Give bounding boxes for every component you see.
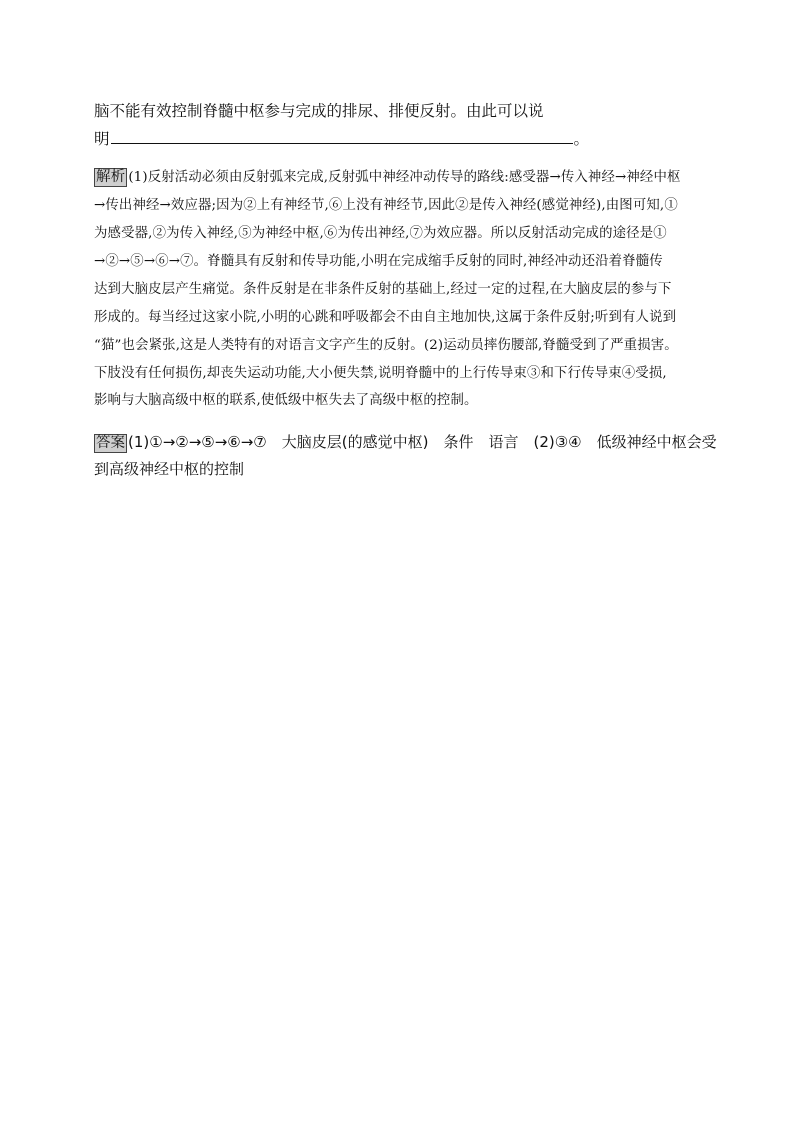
explanation-line-6 xyxy=(94,308,676,328)
explanation-text-8: 下肢没有任何损伤,却丧失运动功能,大小便失禁,说明脊髓中的上行传导束③和下行传导束④受损, xyxy=(94,366,667,381)
explanation-text-9: 影响与大脑高级中枢的联系,使低级中枢失去了高级中枢的控制。 xyxy=(94,393,478,408)
explanation-line-3 xyxy=(94,224,667,244)
explanation-text-6: 形成的。每当经过这家小院,小明的心跳和呼吸都会不由自主地加快,这属于条件反射;听到有人说到 xyxy=(94,310,677,325)
question-line-2 xyxy=(94,129,589,149)
explanation-text-7: “猫”也会紧张,这是人类特有的对语言文字产生的反射。(2)运动员摔伤腰部,脊髓受到了严重损害。 xyxy=(94,338,678,353)
explanation-line-1 xyxy=(94,168,681,188)
answer-text-1: (1)①→②→⑤→⑥→⑦ 大脑皮层(的感觉中枢) 条件 语言 (2)③④ 低级神经中枢会受 xyxy=(128,433,717,451)
answer-line-2 xyxy=(94,459,244,479)
explanation-line-4 xyxy=(94,252,663,272)
question-text-1: 脑不能有效控制脊髓中枢参与完成的排尿、排便反射。由此可以说 xyxy=(94,102,544,120)
answer-line-1 xyxy=(94,432,717,453)
explanation-text-5: 达到大脑皮层产生痛觉。条件反射是在非条件反射的基础上,经过一定的过程,在大脑皮层的参与下 xyxy=(94,282,672,297)
explanation-line-7 xyxy=(94,336,678,356)
explanation-text-1: (1)反射活动必须由反射弧来完成,反射弧中神经冲动传导的路线:感受器→传入神经→神经中枢 xyxy=(128,170,681,185)
explanation-line-8 xyxy=(94,364,667,384)
explanation-line-2 xyxy=(94,196,678,216)
answer-blank xyxy=(111,129,573,144)
explanation-tag: 解析 xyxy=(96,169,126,185)
explanation-line-5 xyxy=(94,280,672,300)
question-line-1 xyxy=(94,101,544,121)
question-text-2-suffix: 。 xyxy=(573,130,590,148)
explanation-line-9 xyxy=(94,391,478,411)
explanation-text-4: →②→⑤→⑥→⑦。脊髓具有反射和传导功能,小明在完成缩手反射的同时,神经冲动还沿着脊髓传 xyxy=(94,254,663,269)
explanation-text-2: →传出神经→效应器;因为②上有神经节,⑥上没有神经节,因此②是传入神经(感觉神经),由图可知,① xyxy=(94,198,678,213)
question-text-2-prefix: 明 xyxy=(94,130,110,148)
explanation-text-3: 为感受器,②为传入神经,⑤为神经中枢,⑥为传出神经,⑦为效应器。所以反射活动完成的途径是① xyxy=(94,226,667,241)
answer-tag: 答案 xyxy=(96,435,125,451)
answer-text-2: 到高级神经中枢的控制 xyxy=(94,460,245,478)
